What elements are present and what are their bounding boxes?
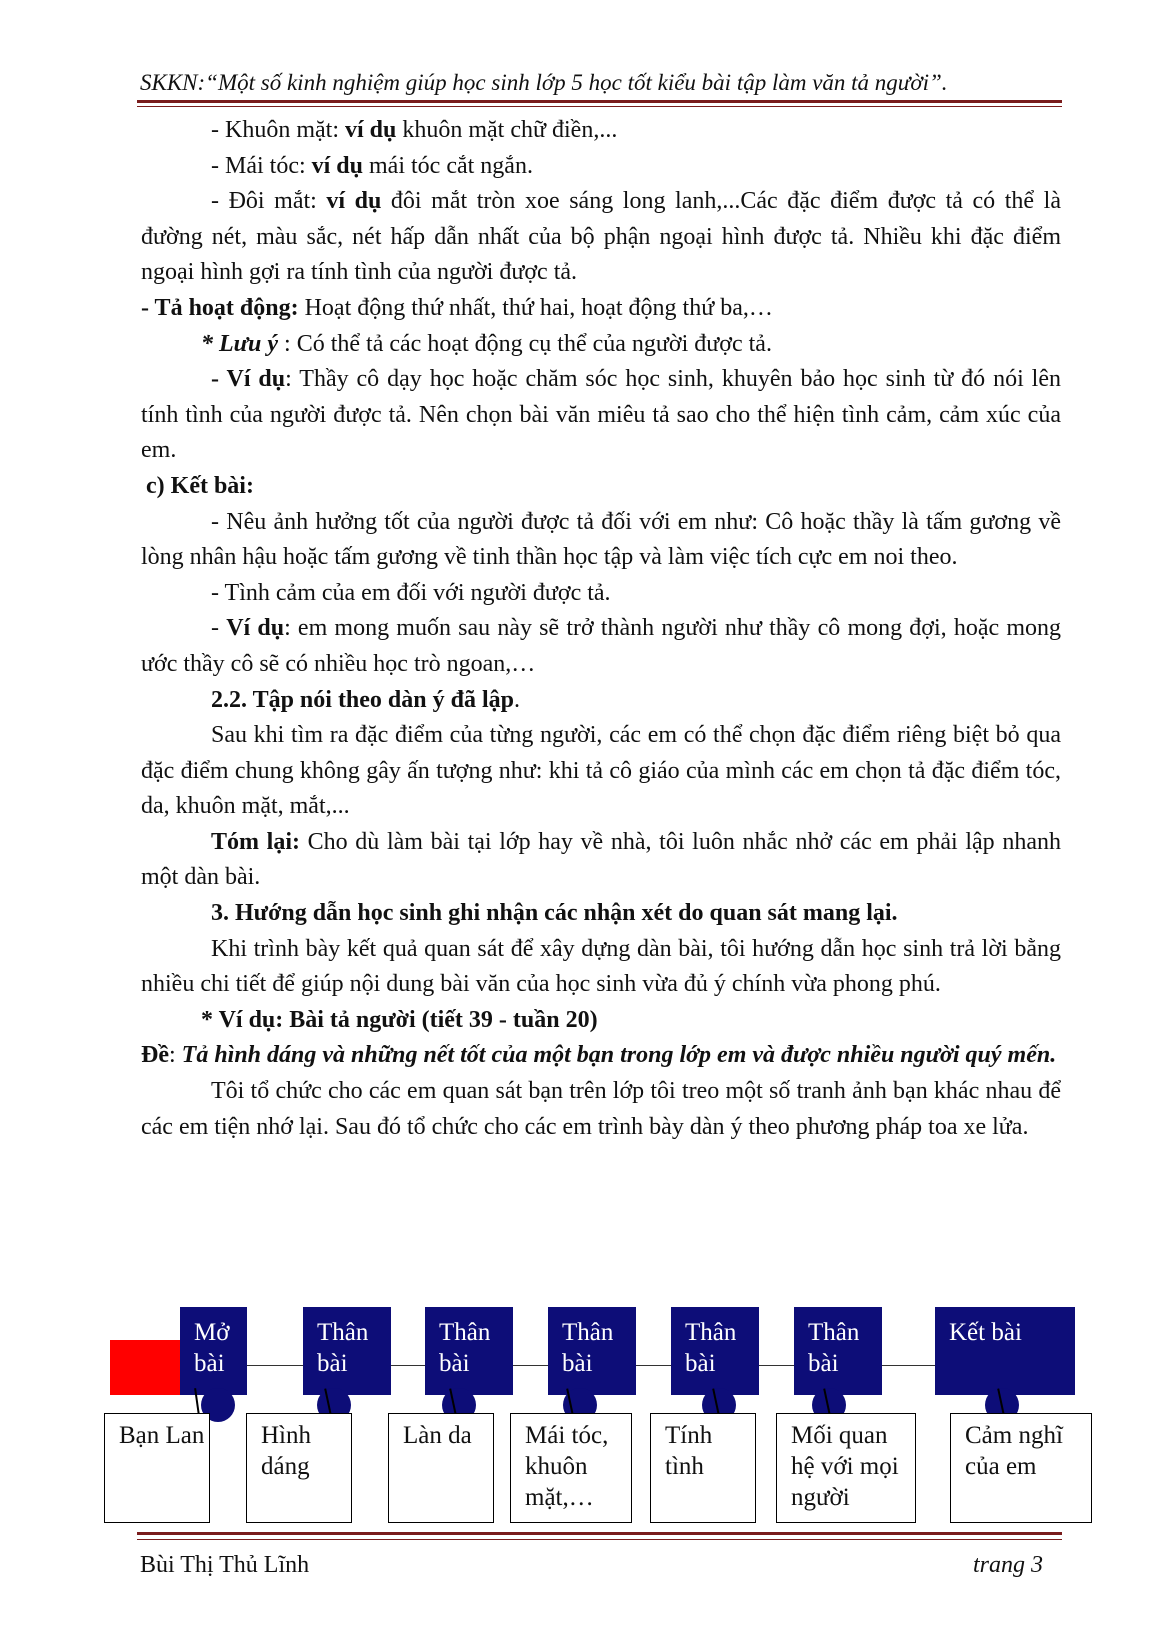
content-box: Cảm nghĩ của em bbox=[950, 1413, 1092, 1523]
text: - bbox=[211, 615, 227, 642]
content-box: Bạn Lan bbox=[104, 1413, 210, 1523]
train-car: Thân bài bbox=[548, 1307, 636, 1395]
train-car: Thân bài bbox=[425, 1307, 513, 1395]
bold-text: * Ví dụ: Bài tả người (tiết 39 - tuần 20) bbox=[201, 1006, 598, 1033]
bold-text: ví dụ bbox=[344, 117, 397, 143]
bold-text: ví dụ bbox=[326, 188, 382, 215]
bold-text: - Tả hoạt động: bbox=[141, 294, 299, 321]
text: - Đôi mắt: bbox=[211, 188, 327, 215]
bold-text: Tóm lại: bbox=[211, 828, 300, 855]
section-heading bbox=[141, 683, 1061, 719]
paragraph bbox=[141, 611, 1061, 682]
paragraph bbox=[141, 327, 1061, 363]
header-rule-thin bbox=[137, 106, 1062, 107]
text: Hoạt động thứ nhất, thứ hai, hoạt động thứ ba,… bbox=[298, 294, 773, 321]
content-box: Tính tình bbox=[650, 1413, 756, 1523]
text: khuôn mặt chữ điền,... bbox=[396, 117, 618, 143]
content-box: Mái tóc, khuôn mặt,… bbox=[510, 1413, 632, 1523]
footer-author: Bùi Thị Thủ Lĩnh bbox=[140, 1552, 310, 1578]
content-box: Hình dáng bbox=[246, 1413, 352, 1523]
bold-text: Ví dụ bbox=[226, 615, 285, 642]
text: : Có thể tả các hoạt động cụ thể của người được tả. bbox=[278, 330, 772, 357]
bold-text: ví dụ bbox=[311, 152, 364, 179]
footer-page-number: trang 3 bbox=[972, 1552, 1043, 1578]
text: - Mái tóc: bbox=[211, 152, 312, 179]
section-heading bbox=[141, 1003, 1061, 1039]
text: - Khuôn mặt: bbox=[211, 117, 345, 143]
header-rule bbox=[137, 100, 1062, 103]
paragraph bbox=[141, 825, 1061, 896]
bold-text: 3. Hướng dẫn học sinh ghi nhận các nhận xét do quan sát mang lại. bbox=[211, 900, 898, 927]
content-box: Mối quan hệ với mọi người bbox=[776, 1413, 916, 1523]
train-car: Kết bài bbox=[935, 1307, 1075, 1395]
bold-text: - Ví dụ bbox=[211, 366, 286, 393]
text: mái tóc cắt ngắn. bbox=[363, 152, 533, 179]
train-car: Thân bài bbox=[794, 1307, 882, 1395]
text: . bbox=[514, 686, 520, 713]
section-heading bbox=[141, 469, 1061, 505]
train-engine bbox=[110, 1340, 180, 1395]
paragraph bbox=[141, 291, 1061, 327]
text: đôi mắt tròn xoe sáng long lanh,...Các đặc điểm được tả có thể là đường nét, màu sắc, nét hấp dẫn nhất của bộ phận ngoại hình được tả. Nhiều khi đặc điểm ngoại hình gợi ra tính tình của người được tả. bbox=[141, 188, 1061, 286]
text: Cho dù làm bài tại lớp hay về nhà, tôi luôn nhắc nhở các em phải lập nhanh một dàn bài. bbox=[141, 828, 1061, 891]
paragraph: Sau khi tìm ra đặc điểm của từng người, các em có thể chọn đặc điểm riêng biệt bỏ qua đặc điểm chung không gây ấn tượng như: khi tả cô giáo của mình các em chọn tả đặc điểm tóc, da, khuôn mặt, mắt,... bbox=[141, 722, 1061, 820]
bold-text: 2.2. Tập nói theo dàn ý đã lập bbox=[211, 686, 514, 713]
train-car: Thân bài bbox=[671, 1307, 759, 1395]
section-heading bbox=[141, 896, 1061, 932]
footer-rule bbox=[137, 1532, 1062, 1535]
text: : Thầy cô dạy học hoặc chăm sóc học sinh, khuyên bảo học sinh từ đó nói lên tính tình của người được tả. Nên chọn bài văn miêu tả sao cho thể hiện tình cảm, cảm xúc của em. bbox=[141, 366, 1061, 464]
body-text bbox=[141, 113, 1061, 1145]
bold-text: Đề bbox=[141, 1042, 169, 1069]
train-car: Mở bài bbox=[180, 1307, 247, 1395]
text: : bbox=[168, 1042, 182, 1069]
page-header: SKKN:“Một số kinh nghiệm giúp học sinh lớp 5 học tốt kiểu bài tập làm văn tả người”. bbox=[140, 70, 948, 95]
paragraph: - Nêu ảnh hưởng tốt của người được tả đối với em như: Cô hoặc thầy là tấm gương về lòng nhân hậu hoặc tấm gương về tinh thần học tập và làm việc tích cực em noi theo. bbox=[141, 508, 1061, 571]
paragraph bbox=[141, 113, 1061, 149]
paragraph: - Tình cảm của em đối với người được tả. bbox=[211, 579, 611, 606]
train-car: Thân bài bbox=[303, 1307, 391, 1395]
paragraph: Tôi tổ chức cho các em quan sát bạn trên lớp tôi treo một số tranh ảnh bạn khác nhau để các em tiện nhớ lại. Sau đó tổ chức cho các em trình bày dàn ý theo phương pháp toa xe lửa. bbox=[141, 1078, 1061, 1140]
paragraph: Khi trình bày kết quả quan sát để xây dựng dàn bài, tôi hướng dẫn học sinh trả lời bằng nhiều chi tiết để giúp nội dung bài văn của học sinh vừa đủ ý chính vừa phong phú. bbox=[141, 935, 1061, 998]
bold-italic-text: Tả hình dáng và những nết tốt của một bạn trong lớp em và được nhiều người quý mến. bbox=[181, 1042, 1057, 1069]
assignment-paragraph bbox=[141, 1038, 1061, 1074]
paragraph bbox=[141, 184, 1061, 291]
paragraph bbox=[141, 362, 1061, 469]
bold-text: c) Kết bài: bbox=[146, 472, 254, 499]
footer-rule-thin bbox=[137, 1539, 1062, 1540]
text: : em mong muốn sau này sẽ trở thành người như thầy cô mong đợi, hoặc mong ước thầy cô sẽ có nhiều học trò ngoan,… bbox=[141, 615, 1062, 677]
content-box: Làn da bbox=[388, 1413, 494, 1523]
bold-italic-text: * Lưu ý bbox=[201, 330, 279, 357]
paragraph bbox=[141, 149, 1061, 185]
